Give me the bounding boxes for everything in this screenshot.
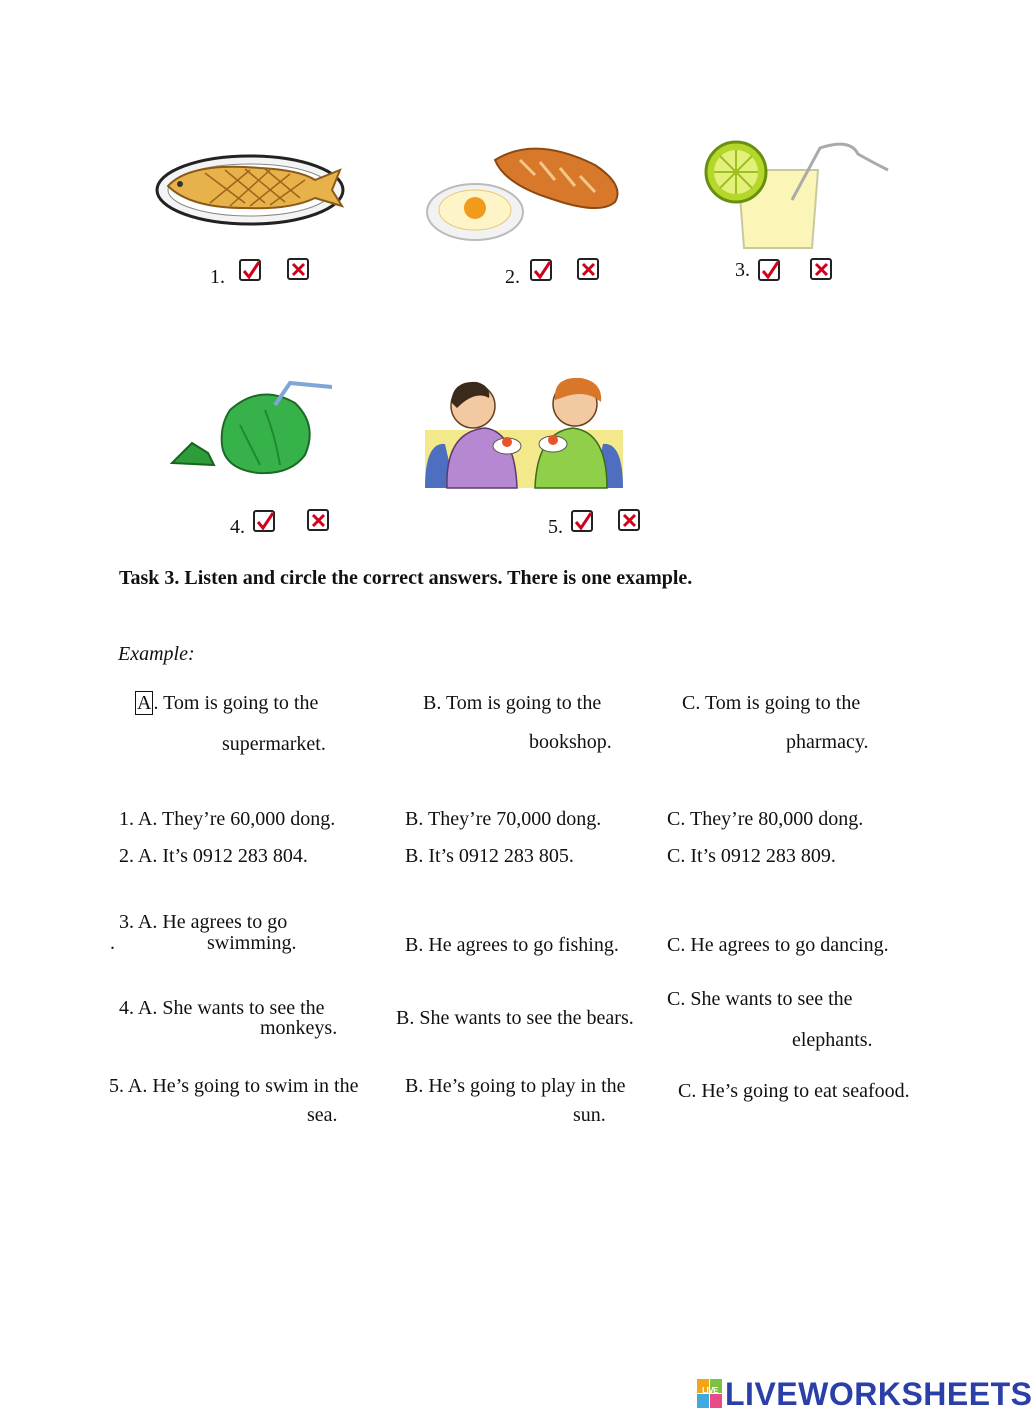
picture-number-2: 2. (505, 266, 520, 288)
picture-number-5: 5. (548, 516, 563, 538)
example-answer-box: A (137, 692, 152, 714)
q5-option-a[interactable]: 5. A. He’s going to swim in the (109, 1075, 359, 1097)
q3-option-a[interactable]: 3. A. He agrees to go (119, 911, 288, 933)
bread-and-egg-image (425, 140, 625, 245)
q3-option-a-line2[interactable]: swimming. (207, 932, 297, 954)
picture-number-3: 3. (735, 259, 750, 281)
example-label: Example: (118, 643, 195, 665)
cross-icon (812, 260, 832, 280)
check-icon (760, 261, 780, 281)
q3-option-b[interactable]: B. He agrees to go fishing. (405, 934, 619, 956)
q3-option-c[interactable]: C. He agrees to go dancing. (667, 934, 889, 956)
example-option-b: B. Tom is going to the (423, 692, 602, 714)
example-option-c: C. Tom is going to the (682, 692, 861, 714)
check-box-2[interactable] (530, 259, 552, 281)
example-option-c-line2: pharmacy. (786, 731, 869, 753)
q1-option-a[interactable]: 1. A. They’re 60,000 dong. (119, 808, 336, 830)
q3-stray-dot: . (110, 932, 115, 954)
picture-number-1: 1. (210, 266, 225, 288)
check-icon (255, 512, 275, 532)
cross-box-3[interactable] (810, 258, 832, 280)
q5-option-c[interactable]: C. He’s going to eat seafood. (678, 1080, 910, 1102)
grilled-fish-image (150, 148, 350, 228)
cross-icon (309, 511, 329, 531)
q2-option-c[interactable]: C. It’s 0912 283 809. (667, 845, 836, 867)
check-icon (573, 512, 593, 532)
cross-icon (579, 260, 599, 280)
task3-heading: Task 3. Listen and circle the correct answers. There is one example. (119, 567, 693, 589)
liveworksheets-logo (697, 1376, 1032, 1412)
logo-badge-text: LIVE (702, 1386, 718, 1395)
q2-option-b[interactable]: B. It’s 0912 283 805. (405, 845, 574, 867)
q1-option-c[interactable]: C. They’re 80,000 dong. (667, 808, 864, 830)
example-option-a-line2: supermarket. (222, 733, 326, 755)
q4-option-b[interactable]: B. She wants to see the bears. (396, 1007, 634, 1029)
cross-box-2[interactable] (577, 258, 599, 280)
example-option-b-line2: bookshop. (529, 731, 612, 753)
q5-option-b-line2[interactable]: sun. (573, 1104, 606, 1126)
q4-option-c[interactable]: C. She wants to see the (667, 988, 853, 1010)
check-box-5[interactable] (571, 510, 593, 532)
example-option-a: A . Tom is going to the (137, 692, 319, 714)
q2-option-a[interactable]: 2. A. It’s 0912 283 804. (119, 845, 308, 867)
q5-option-b[interactable]: B. He’s going to play in the (405, 1075, 626, 1097)
check-box-4[interactable] (253, 510, 275, 532)
q4-option-a-line2[interactable]: monkeys. (260, 1017, 338, 1039)
q4-option-a[interactable]: 4. A. She wants to see the (119, 997, 325, 1019)
q5-option-a-line2[interactable]: sea. (307, 1104, 338, 1126)
cross-box-4[interactable] (307, 509, 329, 531)
coconut-drink-image (170, 375, 340, 475)
logo-badge-icon (697, 1379, 723, 1409)
picture-number-4: 4. (230, 516, 245, 538)
q1-option-b[interactable]: B. They’re 70,000 dong. (405, 808, 602, 830)
check-box-3[interactable] (758, 259, 780, 281)
lemonade-image (700, 140, 895, 252)
boys-eating-image (425, 372, 623, 488)
check-icon (532, 261, 552, 281)
cross-icon (620, 511, 640, 531)
check-box-1[interactable] (239, 259, 261, 281)
q4-option-c-line2[interactable]: elephants. (792, 1029, 873, 1051)
cross-box-1[interactable] (287, 258, 309, 280)
check-icon (241, 261, 261, 281)
logo-text: LIVEWORKSHEETS (725, 1375, 1032, 1412)
cross-box-5[interactable] (618, 509, 640, 531)
cross-icon (289, 260, 309, 280)
